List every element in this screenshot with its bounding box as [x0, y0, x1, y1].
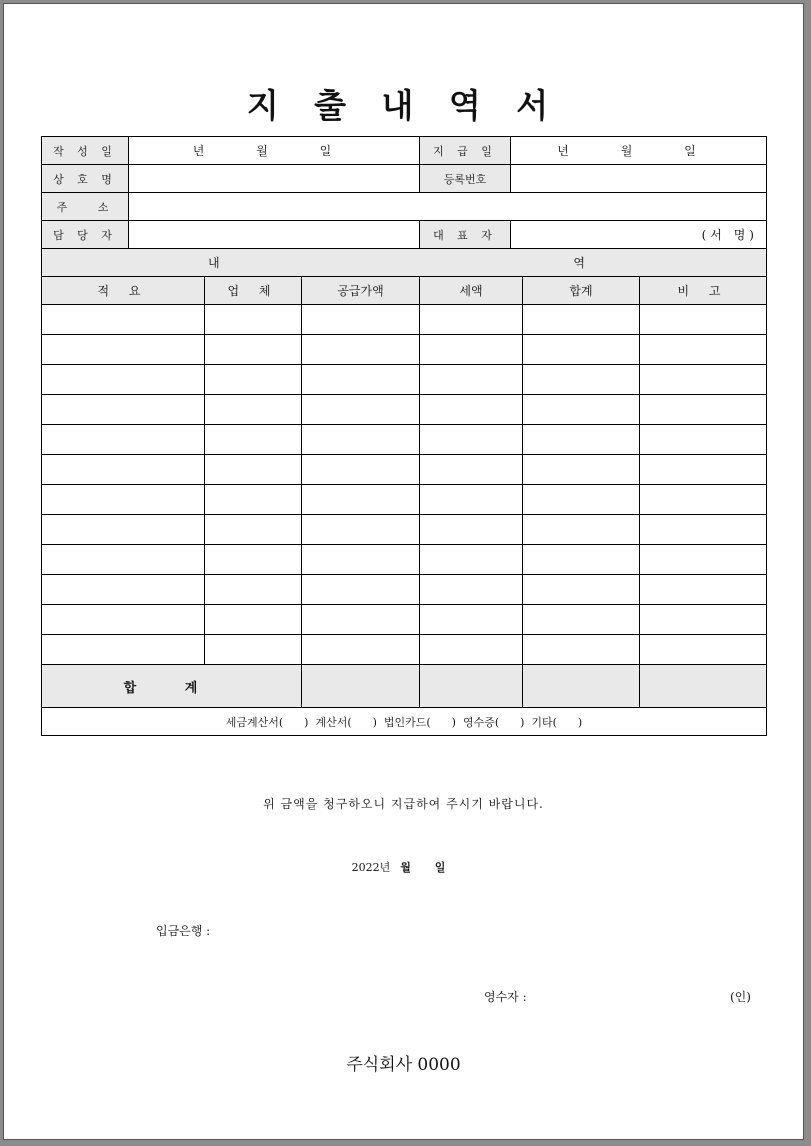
table-row	[42, 545, 767, 575]
created-date-label: 작 성 일	[42, 137, 129, 165]
cell-supply-amount[interactable]	[302, 545, 420, 575]
cell-vendor[interactable]	[205, 365, 302, 395]
cell-vendor[interactable]	[205, 395, 302, 425]
cell-description[interactable]	[42, 635, 205, 665]
cell-supply-amount[interactable]	[302, 605, 420, 635]
cell-remarks[interactable]	[640, 395, 767, 425]
cell-total[interactable]	[523, 455, 640, 485]
cell-description[interactable]	[42, 305, 205, 335]
request-date-year: 2022년	[351, 861, 391, 874]
total-remarks[interactable]	[640, 665, 767, 708]
details-section-label: 내 역	[208, 256, 760, 270]
cell-total[interactable]	[523, 335, 640, 365]
request-notice: 위 금액을 청구하오니 지급하여 주시기 바랍니다.	[263, 797, 544, 811]
table-row	[42, 635, 767, 665]
table-row	[42, 515, 767, 545]
page-title: 지 출 내 역 서	[246, 86, 561, 125]
cell-supply-amount[interactable]	[302, 395, 420, 425]
representative-signature-field[interactable]: (서 명)	[511, 221, 767, 249]
total-label-cell	[42, 665, 302, 708]
address-label: 주 소	[42, 193, 129, 221]
cell-supply-amount[interactable]	[302, 425, 420, 455]
total-sum[interactable]	[523, 665, 640, 708]
document-type-checklist[interactable]: 세금계산서( ) 계산서( ) 법인카드( ) 영수증( ) 기타( )	[42, 708, 767, 736]
column-header-total: 합계	[523, 277, 640, 305]
cell-tax[interactable]	[420, 455, 523, 485]
cell-total[interactable]	[523, 635, 640, 665]
cell-total[interactable]	[523, 485, 640, 515]
cell-description[interactable]	[42, 335, 205, 365]
cell-tax[interactable]	[420, 395, 523, 425]
cell-supply-amount[interactable]	[302, 515, 420, 545]
company-name-field[interactable]	[129, 165, 420, 193]
cell-tax[interactable]	[420, 575, 523, 605]
cell-remarks[interactable]	[640, 635, 767, 665]
cell-description[interactable]	[42, 605, 205, 635]
cell-total[interactable]	[523, 305, 640, 335]
cell-vendor[interactable]	[205, 605, 302, 635]
column-header-tax: 세액	[420, 277, 523, 305]
table-row	[42, 455, 767, 485]
cell-total[interactable]	[523, 425, 640, 455]
company-name-label: 상 호 명	[42, 165, 129, 193]
request-date	[4, 859, 803, 875]
cell-remarks[interactable]	[640, 425, 767, 455]
cell-tax[interactable]	[420, 485, 523, 515]
table-row	[42, 425, 767, 455]
manager-field[interactable]	[129, 221, 420, 249]
cell-vendor[interactable]	[205, 485, 302, 515]
cell-remarks[interactable]	[640, 335, 767, 365]
cell-tax[interactable]	[420, 635, 523, 665]
cell-remarks[interactable]	[640, 515, 767, 545]
cell-remarks[interactable]	[640, 305, 767, 335]
cell-remarks[interactable]	[640, 605, 767, 635]
cell-description[interactable]	[42, 515, 205, 545]
table-row	[42, 485, 767, 515]
cell-tax[interactable]	[420, 545, 523, 575]
cell-description[interactable]	[42, 395, 205, 425]
details-section-header	[42, 249, 767, 277]
cell-tax[interactable]	[420, 515, 523, 545]
table-row	[42, 605, 767, 635]
address-field[interactable]	[129, 193, 767, 221]
cell-tax[interactable]	[420, 425, 523, 455]
deposit-bank-label: 입금은행 :	[156, 924, 211, 938]
table-row	[42, 395, 767, 425]
cell-description[interactable]	[42, 575, 205, 605]
cell-description[interactable]	[42, 485, 205, 515]
representative-label: 대 표 자	[420, 221, 511, 249]
column-header-vendor: 업 체	[205, 277, 302, 305]
column-header-description: 적 요	[42, 277, 205, 305]
cell-total[interactable]	[523, 605, 640, 635]
expense-form-table	[41, 136, 767, 736]
cell-supply-amount[interactable]	[302, 335, 420, 365]
cell-vendor[interactable]	[205, 425, 302, 455]
cell-total[interactable]	[523, 365, 640, 395]
manager-label: 담 당 자	[42, 221, 129, 249]
cell-vendor[interactable]	[205, 635, 302, 665]
total-supply-amount[interactable]	[302, 665, 420, 708]
cell-remarks[interactable]	[640, 545, 767, 575]
cell-vendor[interactable]	[205, 335, 302, 365]
cell-vendor[interactable]	[205, 305, 302, 335]
cell-remarks[interactable]	[640, 485, 767, 515]
table-row	[42, 365, 767, 395]
cell-tax[interactable]	[420, 305, 523, 335]
cell-total[interactable]	[523, 515, 640, 545]
cell-vendor[interactable]	[205, 575, 302, 605]
total-label: 합 계	[123, 680, 220, 696]
cell-supply-amount[interactable]	[302, 485, 420, 515]
cell-tax[interactable]	[420, 365, 523, 395]
total-tax[interactable]	[420, 665, 523, 708]
seal-mark: (인)	[730, 990, 751, 1004]
document-page	[3, 3, 804, 1140]
cell-tax[interactable]	[420, 335, 523, 365]
column-header-supply-amount: 공급가액	[302, 277, 420, 305]
cell-tax[interactable]	[420, 605, 523, 635]
table-row	[42, 575, 767, 605]
cell-description[interactable]	[42, 365, 205, 395]
cell-remarks[interactable]	[640, 455, 767, 485]
table-row	[42, 305, 767, 335]
expense-rows	[42, 305, 767, 665]
cell-total[interactable]	[523, 545, 640, 575]
cell-vendor[interactable]	[205, 545, 302, 575]
registration-number-field[interactable]	[511, 165, 767, 193]
cell-supply-amount[interactable]	[302, 305, 420, 335]
cell-description[interactable]	[42, 545, 205, 575]
created-date-field[interactable]: 년 월 일	[129, 137, 420, 165]
cell-remarks[interactable]	[640, 575, 767, 605]
cell-supply-amount[interactable]	[302, 575, 420, 605]
cell-vendor[interactable]	[205, 515, 302, 545]
payment-date-label: 지 급 일	[420, 137, 511, 165]
company-name: 주식회사 0000	[346, 1055, 461, 1075]
cell-supply-amount[interactable]	[302, 455, 420, 485]
cell-description[interactable]	[42, 455, 205, 485]
cell-total[interactable]	[523, 395, 640, 425]
cell-total[interactable]	[523, 575, 640, 605]
cell-remarks[interactable]	[640, 365, 767, 395]
table-row	[42, 335, 767, 365]
cell-vendor[interactable]	[205, 455, 302, 485]
request-date-month-day: 월 일	[400, 861, 456, 874]
payment-date-field[interactable]: 년 월 일	[511, 137, 767, 165]
cell-supply-amount[interactable]	[302, 365, 420, 395]
cell-supply-amount[interactable]	[302, 635, 420, 665]
registration-number-label: 등록번호	[420, 165, 511, 193]
column-header-remarks: 비 고	[640, 277, 767, 305]
cell-description[interactable]	[42, 425, 205, 455]
receiver-label: 영수자 :	[484, 990, 527, 1004]
